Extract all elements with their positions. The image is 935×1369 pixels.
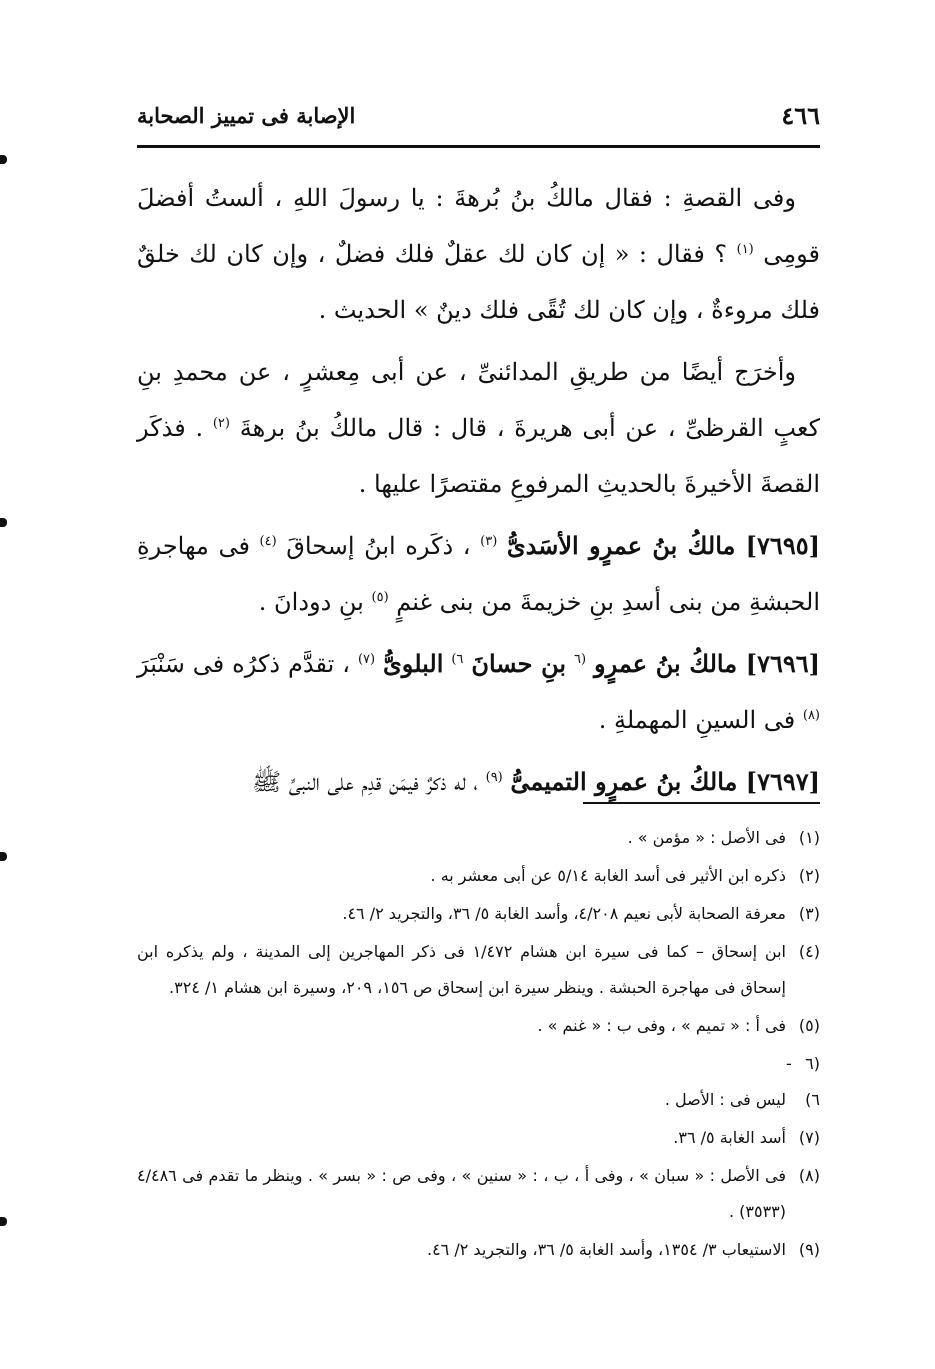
footnote-number: (٣) [798,904,820,923]
margin-mark [0,852,7,861]
page-number: ٤٦٦ [781,100,820,130]
footnote-ref: (١) [736,242,754,257]
footnote-text: ابن إسحاق – كما فى سيرة ابن هشام ١/٤٧٢ فى ذكر المهاجرين إلى المدينة ، ولم يذكره ابن إسحاق فى مهاجرة الحبشة . وينظر سيرة ابن إسحاق ص ١٥٦، ٢٠٩، وسيرة ابن هشام ١/ ٣٢٤. [137,942,786,997]
margin-mark [0,1217,7,1226]
margin-mark [0,518,7,527]
footnote-text: الاستيعاب ٣/ ١٣٥٤، وأسد الغابة ٥/ ٣٦، والتجريد ٢/ ٤٦. [426,1240,786,1259]
main-text [137,170,820,816]
entry-7696: [٧٦٩٦] مالكُ بنُ عمرٍو $^{(٦}$ بنِ حسانَ $^{٦)}$ البلوىُّ $^{(٧)}$ ، تقدَّم ذكرُه فى سَنْبَرَ $^{(٨)}$ فى السينِ المهملةِ . [137,649,820,734]
footnote-ref: (٦ [574,652,587,667]
footnote-number: (٨) [798,1166,820,1185]
page-header [137,100,820,130]
footnote-number: (١) [798,828,820,847]
footnote-number: (٩) [798,1240,820,1259]
entry-heading: [٧٦٩٧] مالكُ بنُ عمرٍو التميمىُّ [510,767,820,796]
footnote [137,858,820,894]
footnote-ref: (٩) [485,770,503,785]
footnote-number: (٢) [798,866,820,885]
footnote-number: (٤) [798,942,820,961]
footnote-text: فى أ : « تميم » ، وفى ب : « غنم » . [537,1016,786,1035]
footnote-text: ليس فى : الأصل . [664,1090,786,1109]
footnote-ref: (٨) [802,708,820,723]
footnote [137,1008,820,1044]
entry-heading: [٧٦٩٦] مالكُ بنُ عمرٍو [594,649,820,678]
footnote [137,1120,820,1156]
footnote-number: (٧) [798,1128,820,1147]
entry-heading: بنِ حسانَ [471,649,567,678]
entry-7695: [٧٦٩٥] مالكُ بنُ عمرٍو الأسَدىُّ $^{(٣)}$ ، ذكَره ابنُ إسحاقَ $^{(٤)}$ فى مهاجرةِ الحبشةِ من بنى أسدِ بنِ خزيمةَ من بنى غنمٍ $^{(٥)}$ بنِ دودانَ . [137,531,820,616]
footnote [137,896,820,932]
footnote-text: ذكره ابن الأثير فى أسد الغابة ٥/١٤ عن أبى معشر به . [430,866,786,885]
footnote [137,1232,820,1268]
footnote-rule [583,802,820,804]
footnote [137,934,820,1006]
footnotes [137,820,820,1270]
footnote-ref: ٦) [451,652,464,667]
footnote-ref: (٤) [259,534,277,549]
footnote-ref: (٣) [480,534,498,549]
entry-7697: [٧٦٩٧] مالكُ بنُ عمرٍو التميمىُّ $^{(٩)}$ ، له ذكرٌ فيمَن قدِم على النبىِّ ﷺ [252,767,820,796]
footnote-text: فى الأصل : « سبان » ، وفى أ ، ب ، : « سنين » ، وفى ص : « بسر » . وينظر ما تقدم فى ٤/٤٨٦ (٣٥٣٣) . [137,1166,786,1221]
footnote-ref: (٢) [212,416,230,431]
footnote-ref: (٧) [357,652,376,667]
entry-heading: [٧٦٩٥] مالكُ بنُ عمرٍو الأسَدىُّ [506,531,820,560]
footnote-text: معرفة الصحابة لأبى نعيم ٤/٢٠٨، وأسد الغابة ٥/ ٣٦، والتجريد ٢/ ٤٦. [342,904,786,923]
entry-heading: البلوىُّ [383,649,444,678]
footnote-text: فى الأصل : « مؤمن » . [627,828,786,847]
margin-mark [0,155,7,164]
footnote [137,820,820,856]
paragraph: وأخرَج أيضًا من طريقِ المدائنىِّ ، عن أبى مِعشرٍ ، عن محمدِ بنِ كعبٍ القرظىِّ ، عن أبى هريرةَ ، قال : قال مالكُ بنُ برهةَ $^{(٢)}$ . فذكَر القصةَ الأخيرةَ بالحديثِ المرفوعِ مقتصرًا عليها . [137,358,820,498]
footnote-number: (٦ - ٦) [786,1054,820,1109]
footnote [137,1046,820,1118]
footnote-ref: (٥) [371,590,389,605]
paragraph: وفى القصةِ : فقال مالكُ بنُ بُرهةَ : يا رسولَ اللهِ ، ألستُ أفضلَ قومِى $^{(١)}$ ؟ فقال : « إن كان لك عقلٌ فلك فضلٌ ، وإن كان لك خلقٌ فلك مروءةٌ ، وإن كان لك تُقًى فلك دينٌ » الحديث . [137,184,820,324]
header-rule [137,145,820,148]
footnote-number: (٥) [798,1016,820,1035]
footnote-text: أسد الغابة ٥/ ٣٦. [673,1128,786,1147]
footnote [137,1158,820,1230]
running-title: الإصابة فى تمييز الصحابة [137,102,356,128]
